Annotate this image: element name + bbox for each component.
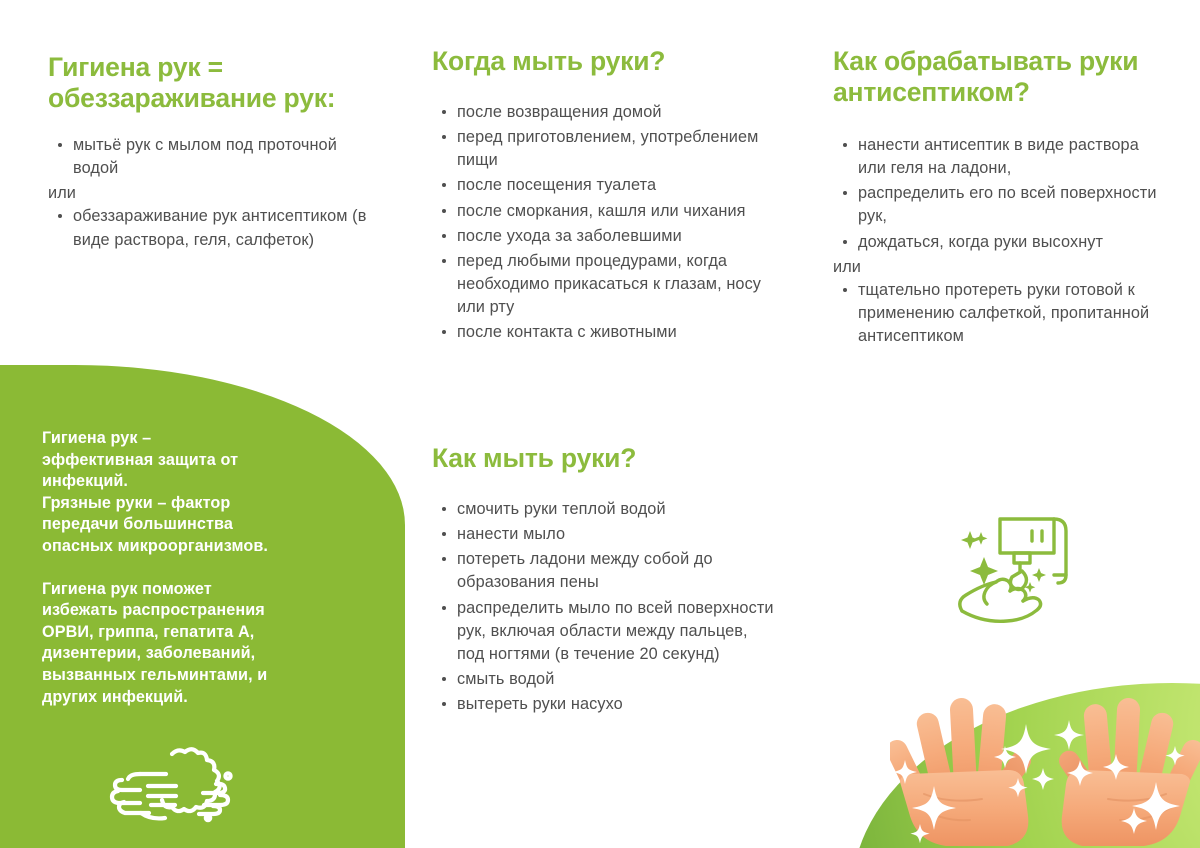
green-panel-line: эффективная защита от — [42, 450, 239, 469]
how-to-wash-heading: Как мыть руки? — [432, 443, 637, 473]
green-panel-paragraph-2 — [42, 579, 362, 708]
antiseptic-list-secondary — [833, 279, 1163, 348]
green-panel-paragraph-1 — [42, 428, 362, 557]
column-left — [48, 52, 368, 254]
column-middle-bottom — [432, 443, 777, 718]
left-column-heading: Гигиена рук = обеззараживание рук: — [48, 52, 336, 113]
green-panel-line: вызванных гельминтами, и — [42, 666, 268, 684]
how-to-wash-list — [432, 498, 777, 716]
column-right — [833, 46, 1163, 350]
list-item: после посещения туалета — [457, 174, 777, 197]
list-item: мытьё рук с мылом под проточной водой — [73, 134, 368, 180]
list-item: после контакта с животными — [457, 321, 777, 344]
green-panel-line: Грязные руки – фактор — [42, 493, 231, 512]
green-panel-line: опасных микроорганизмов. — [42, 536, 268, 555]
green-panel-line: дизентерии, заболеваний, — [42, 644, 256, 663]
antiseptic-list-primary — [833, 134, 1163, 254]
list-item: после возвращения домой — [457, 101, 777, 124]
when-to-wash-heading: Когда мыть руки? — [432, 46, 666, 76]
list-item: распределить мыло по всей поверхности рук, включая области между пальцев, под ногтями (в течение 20 секунд) — [457, 597, 777, 666]
left-column-list-primary — [48, 134, 368, 180]
green-panel-line: инфекций. — [42, 472, 129, 491]
left-column-or-label: или — [48, 184, 76, 203]
green-panel-line: передачи большинства — [42, 515, 234, 534]
antiseptic-heading: Как обрабатывать руки антисептиком? — [833, 46, 1139, 107]
left-column-list-secondary — [48, 205, 368, 251]
hand-sanitizer-dispenser-icon — [940, 505, 1100, 630]
list-item: после ухода за заболевшими — [457, 225, 777, 248]
green-panel-line: Гигиена рук – — [42, 429, 152, 447]
list-item: смыть водой — [457, 668, 777, 691]
list-item: перед любыми процедурами, когда необходимо прикасаться к глазам, носу или рту — [457, 250, 777, 319]
when-to-wash-list — [432, 101, 777, 344]
list-item: нанести мыло — [457, 523, 777, 546]
green-panel-line: избежать распространения — [42, 601, 265, 620]
right-column-or-label: или — [833, 257, 861, 276]
soapy-hands-icon — [108, 744, 258, 836]
column-middle-top — [432, 46, 777, 346]
green-panel-line: ОРВИ, гриппа, гепатита А, — [42, 622, 255, 641]
green-panel-text-block — [42, 428, 362, 708]
list-item: перед приготовлением, употреблением пищи — [457, 126, 777, 172]
clean-sparkling-hands-illustration — [890, 690, 1200, 848]
green-panel-line: Гигиена рук поможет — [42, 579, 212, 598]
list-item: потереть ладони между собой до образования пены — [457, 548, 777, 594]
list-item: обеззараживание рук антисептиком (в виде раствора, геля, салфеток) — [73, 205, 368, 251]
list-item: вытереть руки насухо — [457, 693, 777, 716]
list-item: после сморкания, кашля или чихания — [457, 200, 777, 223]
green-panel-line: других инфекций. — [42, 687, 188, 706]
list-item: тщательно протереть руки готовой к применению салфеткой, пропитанной антисептиком — [858, 279, 1163, 348]
list-item: смочить руки теплой водой — [457, 498, 777, 521]
list-item: нанести антисептик в виде раствора или геля на ладони, — [858, 134, 1163, 180]
list-item: распределить его по всей поверхности рук, — [858, 182, 1163, 228]
list-item: дождаться, когда руки высохнут — [858, 231, 1163, 254]
